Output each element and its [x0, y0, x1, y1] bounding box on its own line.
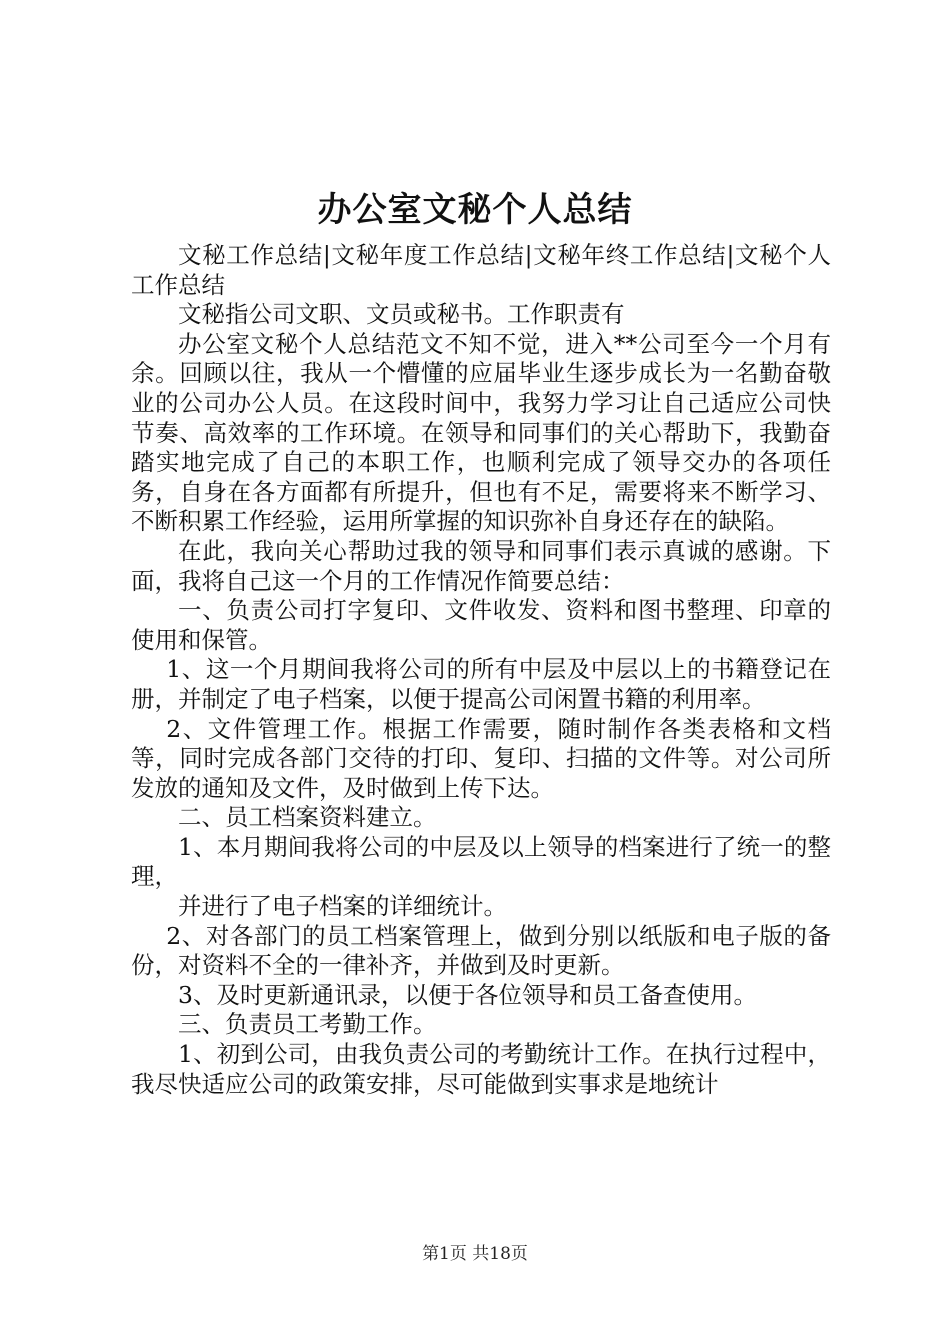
paragraph-item-2-1-cont: 并进行了电子档案的详细统计。	[178, 892, 507, 921]
paragraph-intro: 办公室文秘个人总结范文不知不觉，进入**公司至今一个月有余。回顾以往，我从一个懵懂的应届毕业生逐步成长为一名勤奋敬业的公司办公人员。在这段时间中，我努力学习让自己适应公司快节奏、高效率的工作环境。在领导和同事们的关心帮助下，我勤奋踏实地完成了自己的本职工作，也顺利完成了领导交办的各项任务，自身在各方面都有所提升，但也有不足，需要将来不断学习、不断积累工作经验，运用所掌握的知识弥补自身还存在的缺陷。	[131, 329, 831, 536]
paragraph-categories: 文秘工作总结|文秘年度工作总结|文秘年终工作总结|文秘个人工作总结	[131, 241, 831, 299]
paragraph-item-1-1: 1、这一个月期间我将公司的所有中层及中层以上的书籍登记在册，并制定了电子档案，以便于提高公司闲置书籍的利用率。	[131, 655, 831, 713]
section-heading-1: 一、负责公司打字复印、文件收发、资料和图书整理、印章的使用和保管。	[131, 596, 831, 654]
document-title: 办公室文秘个人总结	[317, 190, 633, 230]
page-number: 第1页 共18页	[422, 1244, 528, 1264]
paragraph-item-3-1: 1、初到公司，由我负责公司的考勤统计工作。在执行过程中，我尽快适应公司的政策安排，尽可能做到实事求是地统计	[131, 1040, 831, 1098]
section-heading-2: 二、员工档案资料建立。	[178, 803, 437, 832]
paragraph-item-2-2: 2、对各部门的员工档案管理上，做到分别以纸版和电子版的备份，对资料不全的一律补齐，并做到及时更新。	[131, 921, 831, 980]
paragraph-item-1-2: 2、文件管理工作。根据工作需要，随时制作各类表格和文档等，同时完成各部门交待的打印、复印、扫描的文件等。对公司所发放的通知及文件，及时做到上传下达。	[131, 714, 831, 802]
section-heading-3: 三、负责员工考勤工作。	[178, 1010, 437, 1039]
paragraph-thanks: 在此，我向关心帮助过我的领导和同事们表示真诚的感谢。下面，我将自己这一个月的工作情况作简要总结：	[131, 536, 831, 595]
paragraph-item-2-1: 1、本月期间我将公司的中层及以上领导的档案进行了统一的整理，	[131, 832, 831, 891]
paragraph-item-2-3: 3、及时更新通讯录，以便于各位领导和员工备查使用。	[178, 980, 757, 1009]
paragraph-definition: 文秘指公司文职、文员或秘书。工作职责有	[178, 300, 625, 329]
document-body	[131, 241, 831, 1099]
